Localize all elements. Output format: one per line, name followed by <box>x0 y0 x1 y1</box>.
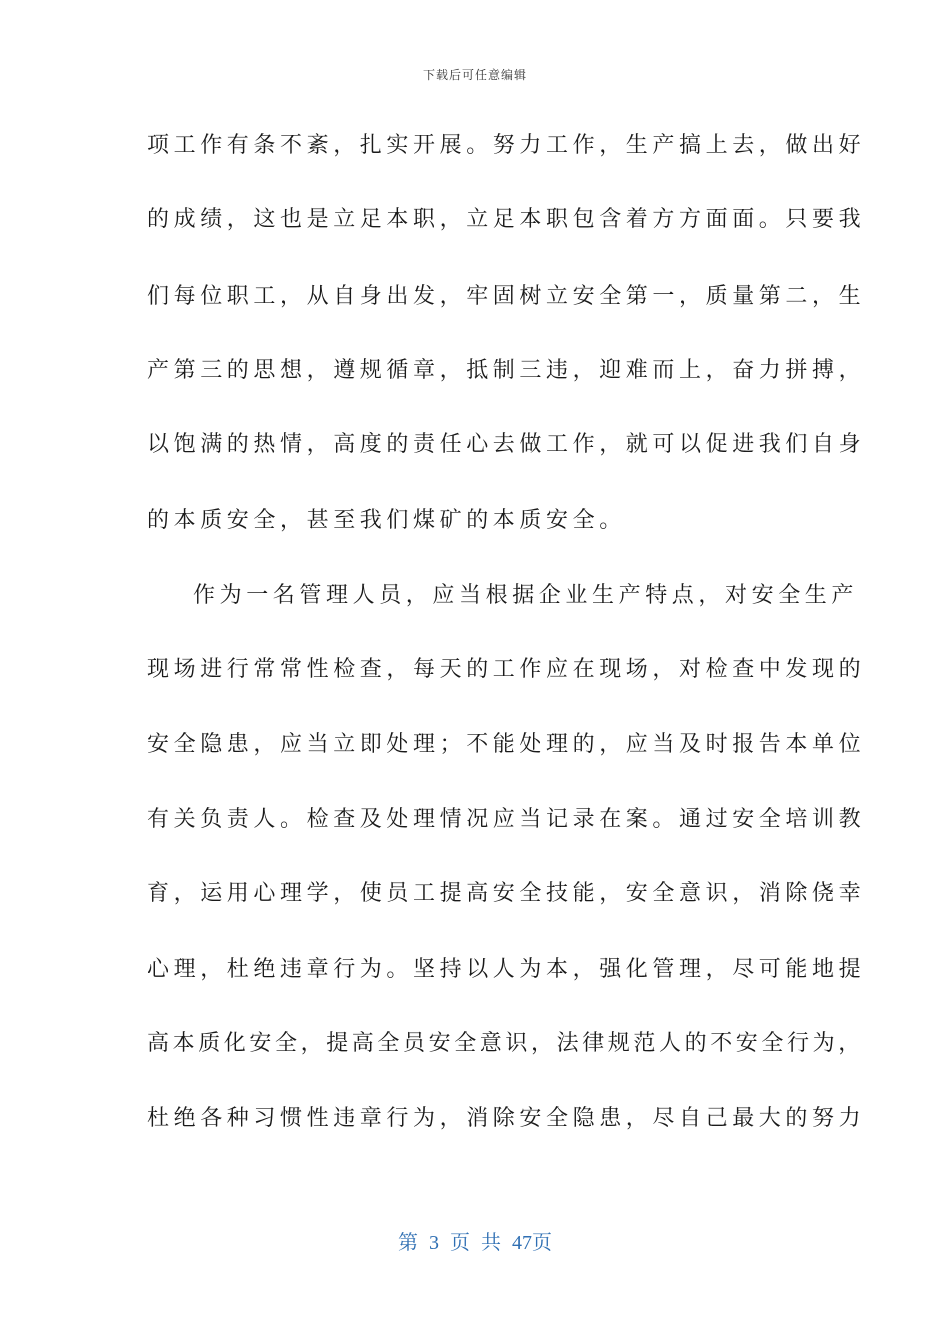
text-line: 的本质安全，甚至我们煤矿的本质安全。 <box>147 508 626 533</box>
text-line: 以饱满的热情，高度的责任心去做工作，就可以促进我们自身 <box>147 432 866 457</box>
text-line: 育，运用心理学，使员工提高安全技能，安全意识，消除侥幸 <box>147 881 866 906</box>
page-number-footer: 第 3 页 共 47页 <box>398 1232 552 1254</box>
text-line: 有关负责人。检查及处理情况应当记录在案。通过安全培训教 <box>147 807 866 832</box>
text-line: 项工作有条不紊，扎实开展。努力工作，生产搞上去，做出好 <box>147 133 866 158</box>
text-line: 们每位职工，从自身出发，牢固树立安全第一，质量第二，生 <box>147 284 866 309</box>
text-line: 高本质化安全，提高全员安全意识，法律规范人的不安全行为， <box>147 1031 864 1056</box>
text-line: 现场进行常常性检查，每天的工作应在现场，对检查中发现的 <box>147 657 866 682</box>
page-header-note: 下载后可任意编辑 <box>422 68 527 82</box>
paragraph-first-line: 作为一名管理人员，应当根据企业生产特点，对安全生产 <box>193 583 859 608</box>
text-line: 心理，杜绝违章行为。坚持以人为本，强化管理，尽可能地提 <box>147 957 866 982</box>
text-line: 安全隐患，应当立即处理；不能处理的，应当及时报告本单位 <box>147 732 866 757</box>
text-line: 的成绩，这也是立足本职，立足本职包含着方方面面。只要我 <box>147 207 866 232</box>
text-line: 杜绝各种习惯性违章行为，消除安全隐患，尽自己最大的努力 <box>147 1106 866 1131</box>
text-line: 产第三的思想，遵规循章，抵制三违，迎难而上，奋力拼搏， <box>147 358 866 383</box>
